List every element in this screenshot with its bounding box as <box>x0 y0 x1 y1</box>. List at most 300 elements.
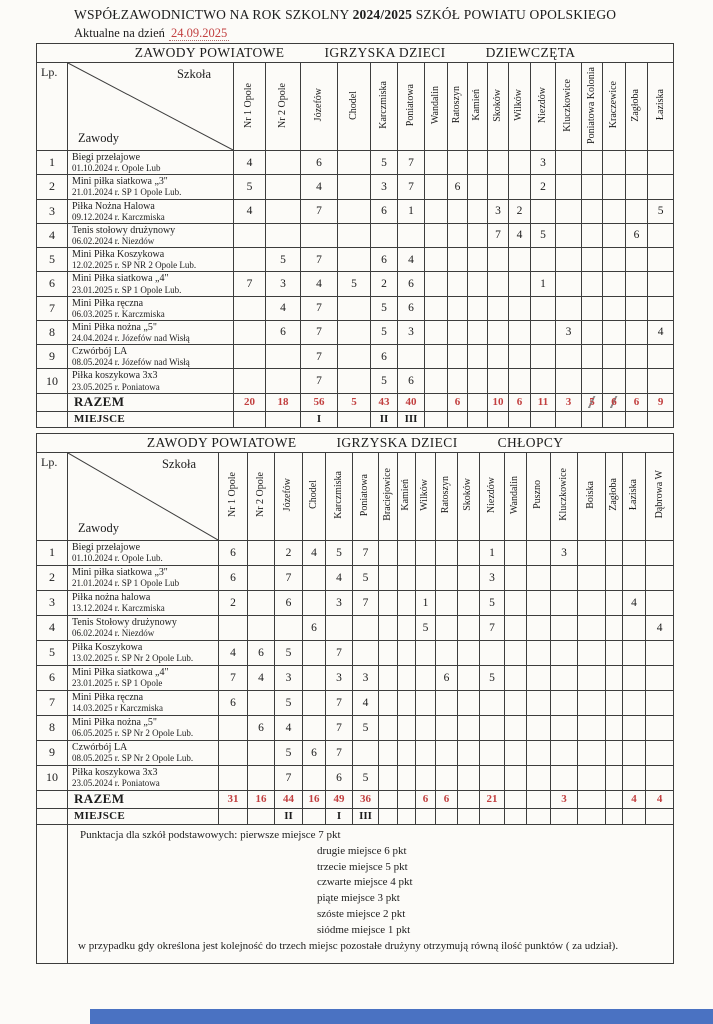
razem-total-cell: 9 <box>648 393 674 411</box>
score-cell <box>416 540 436 565</box>
event-name: Biegi przełajowe <box>72 542 141 554</box>
score-cell <box>626 320 648 344</box>
score-cell <box>458 715 480 740</box>
score-cell: 2 <box>509 199 531 223</box>
score-cell <box>234 223 266 247</box>
score-cell <box>603 151 626 175</box>
score-cell <box>425 320 448 344</box>
score-cell <box>234 345 266 369</box>
score-cell: 2 <box>531 175 556 199</box>
miejsce-place-cell <box>623 808 646 824</box>
school-column-header <box>219 452 248 540</box>
score-cell <box>531 296 556 320</box>
miejsce-place-cell <box>458 808 480 824</box>
score-cell <box>448 320 468 344</box>
row-number: 6 <box>37 665 68 690</box>
score-cell: 5 <box>275 740 303 765</box>
razem-total-cell: 6 <box>448 393 468 411</box>
row-number: 8 <box>37 715 68 740</box>
score-cell <box>488 345 509 369</box>
score-cell <box>398 223 425 247</box>
event-cell <box>68 369 234 393</box>
score-cell: 6 <box>398 272 425 296</box>
miejsce-row <box>37 808 674 824</box>
event-date: 21.01.2024 r. SP 1 Opole Lub. <box>72 187 182 198</box>
razem-total-cell: 6 <box>626 393 648 411</box>
score-cell <box>353 740 379 765</box>
score-cell <box>623 690 646 715</box>
score-cell <box>646 690 674 715</box>
score-cell <box>468 151 488 175</box>
razem-label: RAZEM <box>68 790 219 808</box>
score-cell <box>234 296 266 320</box>
school-column-header <box>468 63 488 151</box>
score-cell <box>623 765 646 790</box>
event-row <box>37 248 674 272</box>
score-cell <box>480 715 505 740</box>
score-cell <box>436 715 458 740</box>
razem-total-cell: 6 <box>416 790 436 808</box>
score-cell <box>603 320 626 344</box>
event-cell <box>68 615 219 640</box>
score-cell: 5 <box>275 690 303 715</box>
caption-part: CHŁOPCY <box>497 434 564 450</box>
scoring-point-line: czwarte miejsce 4 pkt <box>317 876 413 889</box>
miejsce-place-cell <box>468 411 488 427</box>
score-cell <box>505 590 527 615</box>
school-column-header <box>480 452 505 540</box>
score-cell <box>509 296 531 320</box>
score-cell <box>578 615 606 640</box>
miejsce-place-cell: I <box>301 411 338 427</box>
score-cell <box>488 151 509 175</box>
score-cell <box>425 199 448 223</box>
razem-total-cell: 21 <box>480 790 505 808</box>
table-caption <box>37 434 673 452</box>
score-cell <box>234 320 266 344</box>
score-cell <box>488 320 509 344</box>
school-name: Zagłoba <box>630 88 642 122</box>
score-cell: 6 <box>398 369 425 393</box>
score-cell <box>582 272 603 296</box>
score-cell <box>505 665 527 690</box>
score-cell: 5 <box>531 223 556 247</box>
score-cell: 3 <box>398 320 425 344</box>
school-column-header <box>646 452 674 540</box>
score-cell <box>551 615 578 640</box>
score-cell <box>436 765 458 790</box>
score-cell <box>603 199 626 223</box>
score-cell <box>527 565 551 590</box>
score-cell <box>468 199 488 223</box>
score-cell <box>582 248 603 272</box>
score-cell <box>468 272 488 296</box>
school-name: Niezdów <box>485 476 497 513</box>
event-cell <box>68 296 234 320</box>
score-cell <box>425 223 448 247</box>
score-cell <box>219 740 248 765</box>
scoring-point-line: trzecie miejsce 5 pkt <box>317 860 408 873</box>
score-cell: 6 <box>248 640 275 665</box>
score-cell <box>606 640 623 665</box>
score-cell <box>582 296 603 320</box>
score-cell <box>578 715 606 740</box>
score-cell <box>509 248 531 272</box>
razem-total-cell: 36 <box>353 790 379 808</box>
footer-note <box>68 824 674 963</box>
score-cell: 6 <box>398 296 425 320</box>
score-cell: 7 <box>301 296 338 320</box>
score-cell: 3 <box>371 175 398 199</box>
corner-label-szkola: Szkoła <box>176 67 211 81</box>
school-name: Niezdów <box>536 86 548 124</box>
score-cell <box>436 740 458 765</box>
score-cell <box>648 272 674 296</box>
event-cell <box>68 665 219 690</box>
razem-total-cell: 10 <box>488 393 509 411</box>
event-date: 06.05.2025 r. SP Nr 2 Opole Lub. <box>72 728 194 739</box>
score-cell <box>398 715 416 740</box>
score-cell <box>425 369 448 393</box>
school-column-header <box>606 452 623 540</box>
score-cell <box>606 615 623 640</box>
event-row <box>37 690 674 715</box>
corner-label-zawody: Zawody <box>78 131 119 145</box>
row-number: 8 <box>37 320 68 344</box>
event-cell <box>68 640 219 665</box>
score-cell <box>505 615 527 640</box>
score-cell <box>505 690 527 715</box>
corner-diagonal-cell <box>68 63 234 151</box>
score-cell <box>303 665 326 690</box>
razem-total-cell: 4 <box>623 790 646 808</box>
score-cell <box>488 296 509 320</box>
score-cell <box>303 590 326 615</box>
score-cell <box>448 296 468 320</box>
razem-total-cell <box>578 790 606 808</box>
score-cell <box>303 715 326 740</box>
score-cell: 1 <box>480 540 505 565</box>
row-number: 4 <box>37 223 68 247</box>
score-cell <box>578 640 606 665</box>
score-cell <box>648 345 674 369</box>
event-name: Piłka koszykowa 3x3 <box>72 370 158 382</box>
school-column-header <box>275 452 303 540</box>
row-number: 10 <box>37 369 68 393</box>
score-cell: 4 <box>266 296 301 320</box>
score-cell: 7 <box>301 248 338 272</box>
score-cell <box>582 175 603 199</box>
score-cell: 7 <box>398 151 425 175</box>
score-cell <box>248 690 275 715</box>
score-cell <box>488 369 509 393</box>
corner-label-szkola: Szkoła <box>161 456 196 471</box>
score-cell <box>436 590 458 615</box>
razem-total-cell <box>603 393 626 411</box>
score-cell <box>626 296 648 320</box>
score-cell <box>603 223 626 247</box>
miejsce-place-cell <box>531 411 556 427</box>
miejsce-place-cell <box>578 808 606 824</box>
score-cell <box>398 345 425 369</box>
score-cell <box>531 369 556 393</box>
score-cell <box>488 272 509 296</box>
score-cell <box>416 740 436 765</box>
score-cell <box>603 296 626 320</box>
miejsce-row <box>37 411 674 427</box>
event-date: 24.04.2024 r. Józefów nad Wisłą <box>72 333 190 344</box>
school-column-header <box>353 452 379 540</box>
score-cell: 7 <box>488 223 509 247</box>
score-cell <box>578 665 606 690</box>
row-number: 7 <box>37 296 68 320</box>
score-cell: 3 <box>326 590 353 615</box>
school-name: Puszno <box>532 480 544 510</box>
score-cell <box>448 272 468 296</box>
score-cell <box>353 615 379 640</box>
score-cell <box>606 690 623 715</box>
school-column-header <box>416 452 436 540</box>
scan-date-line <box>74 26 713 41</box>
score-cell: 6 <box>371 345 398 369</box>
score-cell: 5 <box>234 175 266 199</box>
score-cell <box>480 740 505 765</box>
score-cell <box>480 765 505 790</box>
score-cell <box>509 345 531 369</box>
score-cell <box>556 272 582 296</box>
event-row <box>37 369 674 393</box>
event-name: Mini Piłka siatkowa „4" <box>72 667 169 679</box>
school-name: Chodel <box>347 90 359 120</box>
school-name: Wilków <box>419 478 431 511</box>
score-cell <box>556 345 582 369</box>
razem-total-cell <box>379 790 398 808</box>
score-cell <box>379 640 398 665</box>
scoring-point-line: drugie miejsce 6 pkt <box>317 844 407 857</box>
miejsce-place-cell <box>551 808 578 824</box>
score-cell: 4 <box>234 199 266 223</box>
score-cell <box>458 690 480 715</box>
score-cell <box>646 590 674 615</box>
score-cell: 6 <box>248 715 275 740</box>
miejsce-place-cell <box>480 808 505 824</box>
title-year: 2024/2025 <box>352 7 413 22</box>
score-cell <box>303 565 326 590</box>
score-cell <box>603 272 626 296</box>
event-row <box>37 615 674 640</box>
miejsce-place-cell <box>448 411 468 427</box>
score-cell: 3 <box>266 272 301 296</box>
score-cell <box>436 540 458 565</box>
razem-total-cell: 3 <box>551 790 578 808</box>
table-caption-cell <box>37 44 674 63</box>
event-cell <box>68 151 234 175</box>
school-name: Poniatowa <box>404 83 416 127</box>
event-date: 12.02.2025 r. SP NR 2 Opole Lub. <box>72 260 197 271</box>
score-cell <box>338 248 371 272</box>
razem-total-cell: 56 <box>301 393 338 411</box>
event-name: Mini Piłka nożna „5" <box>72 717 157 729</box>
score-cell <box>648 369 674 393</box>
caption-part: DZIEWCZĘTA <box>485 45 576 60</box>
score-cell: 3 <box>556 320 582 344</box>
school-column-header <box>623 452 646 540</box>
score-cell: 6 <box>301 151 338 175</box>
school-column-header <box>303 452 326 540</box>
score-cell <box>448 345 468 369</box>
event-cell <box>68 320 234 344</box>
lp-column-header: Lp. <box>37 63 68 151</box>
razem-total-cell: 43 <box>371 393 398 411</box>
miejsce-place-cell <box>416 808 436 824</box>
score-cell <box>578 740 606 765</box>
score-cell <box>338 369 371 393</box>
razem-total-cell: 31 <box>219 790 248 808</box>
score-cell <box>603 248 626 272</box>
event-name: Tenis stołowy drużynowy <box>72 224 176 236</box>
score-cell <box>527 715 551 740</box>
score-cell: 4 <box>301 175 338 199</box>
school-name: Chodel <box>307 480 319 510</box>
score-cell <box>578 565 606 590</box>
school-name: Braciejowice <box>381 468 393 522</box>
school-name: Skoków <box>491 88 503 122</box>
score-cell: 4 <box>234 151 266 175</box>
score-cell: 4 <box>509 223 531 247</box>
score-cell <box>338 296 371 320</box>
event-cell <box>68 272 234 296</box>
row-number: 3 <box>37 590 68 615</box>
score-cell: 4 <box>648 320 674 344</box>
score-cell: 4 <box>326 565 353 590</box>
score-cell <box>556 296 582 320</box>
miejsce-place-cell: III <box>353 808 379 824</box>
event-date: 01.10.2024 r. Opole Lub. <box>72 553 163 564</box>
score-cell <box>505 740 527 765</box>
score-cell: 6 <box>448 175 468 199</box>
score-cell <box>505 640 527 665</box>
score-cell: 5 <box>371 369 398 393</box>
score-cell: 7 <box>480 615 505 640</box>
score-cell <box>556 369 582 393</box>
score-cell <box>623 565 646 590</box>
score-cell <box>425 151 448 175</box>
score-cell <box>219 765 248 790</box>
score-cell <box>425 248 448 272</box>
score-cell <box>416 690 436 715</box>
miejsce-place-cell <box>219 808 248 824</box>
school-name: Zagłoba <box>607 478 619 512</box>
score-cell: 6 <box>436 665 458 690</box>
score-cell <box>371 223 398 247</box>
caption-part: IGRZYSKA DZIECI <box>336 434 458 450</box>
school-name: Ratoszyn <box>440 476 452 514</box>
score-cell <box>416 665 436 690</box>
score-cell <box>448 248 468 272</box>
scoring-intro-line: Punktacja dla szkół podstawowych: pierwsze miejsce 7 pkt <box>80 828 341 841</box>
score-cell: 1 <box>398 199 425 223</box>
score-cell <box>379 590 398 615</box>
school-name: Skoków <box>462 478 474 512</box>
school-name: Karczmiska <box>377 81 389 129</box>
title-prefix: WSPÓŁZAWODNICTWO NA ROK SZKOLNY <box>74 7 353 22</box>
razem-total-cell <box>606 790 623 808</box>
score-cell <box>505 540 527 565</box>
score-cell: 5 <box>480 665 505 690</box>
score-cell <box>338 175 371 199</box>
score-cell <box>379 690 398 715</box>
score-cell: 5 <box>371 320 398 344</box>
event-cell <box>68 540 219 565</box>
row-number: 2 <box>37 565 68 590</box>
score-cell: 6 <box>275 590 303 615</box>
razem-total-cell: 5 <box>338 393 371 411</box>
event-date: 23.01.2025 r. SP 1 Opole Lub. <box>72 284 182 295</box>
score-cell <box>248 740 275 765</box>
score-cell <box>556 223 582 247</box>
miejsce-place-cell <box>606 808 623 824</box>
score-cell <box>626 345 648 369</box>
score-cell: 3 <box>551 540 578 565</box>
score-cell <box>582 151 603 175</box>
school-name: Łaziska <box>654 89 666 121</box>
event-row <box>37 175 674 199</box>
score-cell <box>248 540 275 565</box>
caption-part: IGRZYSKA DZIECI <box>324 45 446 60</box>
score-cell: 5 <box>326 540 353 565</box>
score-cell <box>468 320 488 344</box>
event-date: 23.01.2025 r. SP 1 Opole <box>72 678 163 689</box>
event-row <box>37 665 674 690</box>
score-cell <box>468 223 488 247</box>
event-cell <box>68 765 219 790</box>
crossed-out-value: 6 <box>608 396 620 408</box>
score-cell <box>626 151 648 175</box>
table-caption <box>37 44 673 62</box>
school-column-header <box>248 452 275 540</box>
school-column-header <box>234 63 266 151</box>
school-column-header <box>603 63 626 151</box>
razem-total-cell <box>527 790 551 808</box>
row-number: 1 <box>37 151 68 175</box>
table-caption-cell <box>37 433 674 452</box>
school-name: Ratoszyn <box>451 86 463 124</box>
score-cell <box>338 151 371 175</box>
event-date: 08.05.2024 r. Józefów nad Wisłą <box>72 357 190 368</box>
event-name: Mini piłka siatkowa „3'' <box>72 567 168 579</box>
score-cell <box>626 272 648 296</box>
score-cell <box>303 640 326 665</box>
scoring-point-line: piąte miejsce 3 pkt <box>317 892 400 905</box>
event-name: Piłka Koszykowa <box>72 642 143 654</box>
event-name: Biegi przełajowe <box>72 152 141 163</box>
score-cell <box>458 740 480 765</box>
score-cell: 7 <box>301 199 338 223</box>
razem-total-cell <box>458 790 480 808</box>
school-column-header <box>371 63 398 151</box>
score-cell <box>606 715 623 740</box>
title-suffix: SZKÓŁ POWIATU OPOLSKIEGO <box>412 7 617 22</box>
school-name: Nr 1 Opole <box>243 82 255 128</box>
miejsce-place-cell <box>527 808 551 824</box>
score-cell <box>458 565 480 590</box>
score-cell <box>379 615 398 640</box>
score-cell <box>606 765 623 790</box>
score-cell <box>416 565 436 590</box>
school-name: Kamień <box>471 89 483 121</box>
school-column-header <box>379 452 398 540</box>
score-cell <box>488 175 509 199</box>
